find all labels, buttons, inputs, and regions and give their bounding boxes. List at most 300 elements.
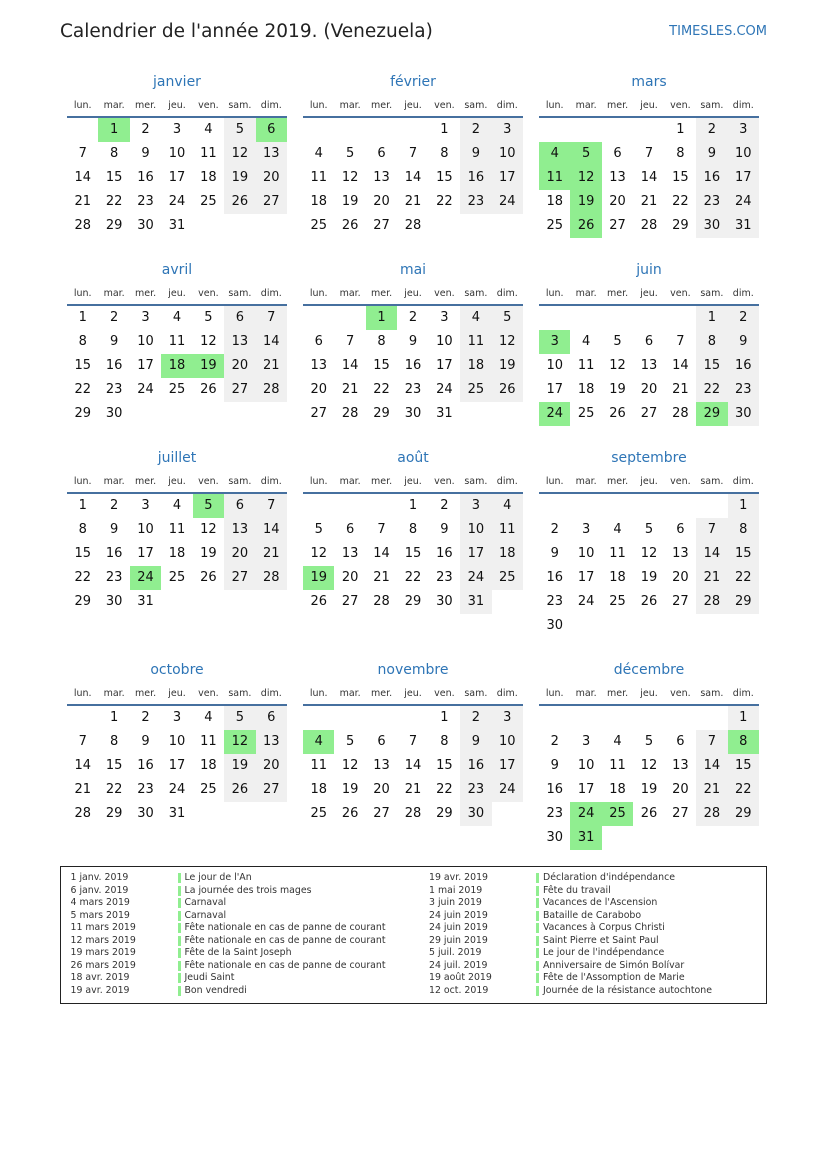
legend-date: 1 janv. 2019 bbox=[70, 872, 129, 883]
day-cell: 1 bbox=[440, 710, 449, 725]
day-cell: 4 bbox=[204, 710, 213, 725]
weekday-label: dim. bbox=[496, 288, 518, 299]
holiday-day-cell: 12 bbox=[570, 166, 601, 190]
day-cell: 30 bbox=[137, 806, 154, 821]
holiday-day-cell: 19 bbox=[570, 190, 601, 214]
month-aout bbox=[303, 444, 523, 614]
day-cell: 18 bbox=[310, 194, 327, 209]
site-link[interactable]: TIMESLES.COM bbox=[669, 24, 767, 39]
weekend-day-cell: 15 bbox=[728, 754, 759, 778]
weekday-label: dim. bbox=[260, 476, 282, 487]
holiday-marker bbox=[536, 886, 539, 896]
weekend-day-cell: 30 bbox=[728, 402, 759, 426]
weekend-day-cell: 27 bbox=[224, 566, 255, 590]
day-cell: 14 bbox=[404, 758, 422, 773]
holiday-marker bbox=[178, 948, 181, 958]
day-cell: 10 bbox=[137, 522, 154, 537]
weekday-label: sam. bbox=[700, 688, 724, 699]
day-cell: 13 bbox=[609, 170, 626, 185]
day-cell: 19 bbox=[341, 194, 359, 209]
weekday-header bbox=[67, 284, 287, 306]
day-cell: 22 bbox=[105, 194, 123, 209]
month-title: juillet bbox=[157, 450, 197, 466]
holiday-legend-right-column bbox=[429, 872, 712, 997]
day-cell: 23 bbox=[105, 382, 123, 397]
holiday-legend-left-column bbox=[71, 872, 386, 997]
day-cell: 22 bbox=[105, 782, 123, 797]
day-cell: 15 bbox=[404, 546, 422, 561]
day-cell: 23 bbox=[137, 782, 154, 797]
day-cell: 26 bbox=[200, 382, 217, 397]
holiday-marker bbox=[536, 986, 539, 996]
weekend-day-cell: 11 bbox=[492, 518, 523, 542]
weekend-day-cell: 19 bbox=[224, 754, 255, 778]
weekday-label: ven. bbox=[670, 100, 691, 111]
holiday-marker bbox=[178, 973, 181, 983]
legend-item bbox=[71, 885, 386, 898]
day-cell: 16 bbox=[137, 170, 154, 185]
weekend-day-cell: 1 bbox=[728, 706, 759, 730]
weekday-label: jeu. bbox=[640, 288, 658, 299]
empty-day-cell bbox=[161, 402, 192, 426]
day-cell: 15 bbox=[436, 170, 453, 185]
day-cell: 8 bbox=[109, 734, 119, 749]
week-row bbox=[539, 706, 759, 730]
weekday-label: mar. bbox=[103, 476, 125, 487]
weekday-label: lun. bbox=[73, 688, 92, 699]
day-cell: 7 bbox=[676, 334, 685, 349]
legend-item bbox=[429, 872, 712, 885]
day-cell: 21 bbox=[373, 570, 390, 585]
day-cell: 19 bbox=[609, 382, 626, 397]
legend-date: 11 mars 2019 bbox=[70, 922, 136, 933]
day-cell: 27 bbox=[373, 806, 390, 821]
weekday-label: dim. bbox=[732, 288, 754, 299]
legend-item bbox=[429, 897, 712, 910]
weekday-label: mar. bbox=[103, 288, 125, 299]
day-cell: 13 bbox=[672, 546, 689, 561]
day-cell: 29 bbox=[672, 218, 689, 233]
day-cell: 31 bbox=[436, 406, 453, 421]
weekend-day-cell: 7 bbox=[256, 494, 287, 518]
legend-item bbox=[71, 872, 386, 885]
day-cell: 11 bbox=[200, 734, 217, 749]
weekend-day-cell: 2 bbox=[728, 306, 759, 330]
month-title: août bbox=[397, 450, 429, 466]
weekday-label: dim. bbox=[260, 288, 282, 299]
holiday-marker bbox=[178, 961, 181, 971]
weekday-label: sam. bbox=[464, 688, 488, 699]
day-cell: 27 bbox=[373, 218, 390, 233]
day-cell: 26 bbox=[640, 594, 658, 609]
weekend-day-cell: 10 bbox=[460, 518, 491, 542]
weekend-day-cell: 5 bbox=[224, 118, 255, 142]
day-cell: 30 bbox=[404, 406, 422, 421]
month-title: mars bbox=[631, 74, 667, 90]
day-cell: 14 bbox=[74, 758, 91, 773]
weekday-label: lun. bbox=[73, 476, 92, 487]
weekday-header bbox=[539, 684, 759, 706]
month-title: septembre bbox=[611, 450, 687, 466]
weekday-label: mar. bbox=[103, 100, 125, 111]
weekend-day-cell: 6 bbox=[224, 494, 255, 518]
weekday-header bbox=[67, 684, 287, 706]
day-cell: 9 bbox=[440, 522, 449, 537]
empty-day-cell bbox=[130, 402, 161, 426]
weekend-day-cell: 26 bbox=[492, 378, 523, 402]
day-cell: 13 bbox=[341, 546, 359, 561]
weekday-header bbox=[303, 96, 523, 118]
day-cell: 2 bbox=[109, 310, 119, 325]
month-title: octobre bbox=[150, 662, 204, 678]
weekday-label: lun. bbox=[309, 476, 328, 487]
weekday-label: ven. bbox=[670, 288, 691, 299]
legend-item bbox=[429, 947, 712, 960]
holiday-marker bbox=[536, 911, 539, 921]
day-cell: 9 bbox=[550, 546, 559, 561]
day-cell: 25 bbox=[200, 194, 217, 209]
week-row bbox=[67, 166, 287, 190]
weekend-day-cell: 2 bbox=[460, 706, 491, 730]
weekday-header bbox=[539, 472, 759, 494]
legend-date: 19 mars 2019 bbox=[70, 947, 136, 958]
empty-day-cell bbox=[303, 118, 334, 142]
day-cell: 23 bbox=[137, 194, 154, 209]
day-cell: 25 bbox=[546, 218, 563, 233]
day-cell: 14 bbox=[74, 170, 91, 185]
day-cell: 28 bbox=[74, 806, 91, 821]
weekday-label: ven. bbox=[670, 688, 691, 699]
day-cell: 22 bbox=[672, 194, 689, 209]
empty-day-cell bbox=[633, 494, 664, 518]
day-cell: 9 bbox=[109, 334, 119, 349]
week-row bbox=[303, 354, 523, 378]
week-row bbox=[303, 190, 523, 214]
day-cell: 14 bbox=[640, 170, 658, 185]
holiday-day-cell: 29 bbox=[696, 402, 727, 426]
weekday-label: sam. bbox=[228, 100, 252, 111]
weekend-day-cell: 14 bbox=[696, 542, 727, 566]
weekend-day-cell: 24 bbox=[460, 566, 491, 590]
empty-day-cell bbox=[224, 590, 255, 614]
week-row bbox=[539, 378, 759, 402]
empty-day-cell bbox=[602, 614, 633, 638]
legend-date: 24 juin 2019 bbox=[429, 909, 488, 921]
day-cell: 13 bbox=[640, 358, 658, 373]
weekend-day-cell: 27 bbox=[224, 378, 255, 402]
day-cell: 8 bbox=[78, 334, 87, 349]
week-row bbox=[67, 142, 287, 166]
weekend-day-cell: 4 bbox=[460, 306, 491, 330]
month-title: juin bbox=[636, 262, 662, 278]
holiday-marker bbox=[178, 936, 181, 946]
weekday-label: dim. bbox=[496, 100, 518, 111]
day-cell: 27 bbox=[640, 406, 658, 421]
weekday-label: lun. bbox=[545, 688, 564, 699]
weekday-label: mer. bbox=[606, 476, 629, 487]
day-cell: 20 bbox=[373, 194, 390, 209]
week-row bbox=[67, 330, 287, 354]
month-title: avril bbox=[161, 262, 193, 278]
week-row bbox=[67, 706, 287, 730]
week-row bbox=[539, 402, 759, 426]
weekend-day-cell: 27 bbox=[256, 190, 287, 214]
weekend-day-cell: 22 bbox=[728, 778, 759, 802]
weekend-day-cell: 10 bbox=[492, 730, 523, 754]
day-cell: 16 bbox=[404, 358, 422, 373]
weekday-label: jeu. bbox=[640, 476, 658, 487]
day-cell: 15 bbox=[74, 546, 91, 561]
empty-day-cell bbox=[492, 402, 523, 426]
day-cell: 2 bbox=[440, 498, 449, 513]
day-cell: 12 bbox=[640, 758, 658, 773]
day-cell: 24 bbox=[137, 382, 154, 397]
legend-item bbox=[71, 960, 386, 973]
holiday-day-cell: 24 bbox=[539, 402, 570, 426]
day-cell: 5 bbox=[314, 522, 323, 537]
empty-day-cell bbox=[366, 494, 397, 518]
week-row bbox=[539, 730, 759, 754]
day-cell: 12 bbox=[640, 546, 658, 561]
day-cell: 10 bbox=[546, 358, 563, 373]
day-cell: 10 bbox=[168, 734, 186, 749]
empty-day-cell bbox=[665, 706, 696, 730]
day-cell: 15 bbox=[373, 358, 390, 373]
weekday-label: mer. bbox=[370, 288, 393, 299]
empty-day-cell bbox=[696, 706, 727, 730]
month-septembre bbox=[539, 444, 759, 638]
day-cell: 9 bbox=[550, 758, 559, 773]
weekday-label: dim. bbox=[732, 100, 754, 111]
day-cell: 15 bbox=[436, 758, 453, 773]
empty-day-cell bbox=[696, 826, 727, 850]
day-cell: 19 bbox=[640, 570, 658, 585]
day-cell: 3 bbox=[172, 710, 182, 725]
weekday-label: lun. bbox=[545, 476, 564, 487]
week-row bbox=[539, 166, 759, 190]
day-cell: 2 bbox=[141, 710, 150, 725]
day-cell: 2 bbox=[408, 310, 418, 325]
weekday-label: dim. bbox=[260, 100, 282, 111]
weekday-label: mar. bbox=[339, 288, 361, 299]
weekday-label: mar. bbox=[575, 688, 597, 699]
day-cell: 5 bbox=[345, 146, 355, 161]
empty-day-cell bbox=[570, 306, 601, 330]
day-cell: 21 bbox=[672, 382, 689, 397]
weekend-day-cell: 28 bbox=[696, 590, 727, 614]
weekend-day-cell: 25 bbox=[492, 566, 523, 590]
day-cell: 15 bbox=[74, 358, 91, 373]
weekday-label: mer. bbox=[606, 100, 629, 111]
holiday-marker bbox=[178, 886, 181, 896]
months-grid bbox=[67, 68, 759, 850]
day-cell: 9 bbox=[141, 146, 150, 161]
legend-item bbox=[429, 972, 712, 985]
empty-day-cell bbox=[633, 118, 664, 142]
day-cell: 17 bbox=[137, 358, 154, 373]
legend-item bbox=[429, 910, 712, 923]
day-cell: 17 bbox=[577, 570, 595, 585]
holiday-legend bbox=[60, 866, 767, 1004]
week-row bbox=[539, 566, 759, 590]
day-cell: 10 bbox=[436, 334, 453, 349]
weekend-day-cell: 13 bbox=[224, 330, 255, 354]
day-cell: 2 bbox=[141, 122, 150, 137]
day-cell: 6 bbox=[377, 146, 386, 161]
weekend-day-cell: 17 bbox=[492, 166, 523, 190]
empty-day-cell bbox=[696, 614, 727, 638]
month-juin bbox=[539, 256, 759, 426]
day-cell: 13 bbox=[672, 758, 689, 773]
empty-day-cell bbox=[602, 118, 633, 142]
empty-day-cell bbox=[696, 494, 727, 518]
week-row bbox=[67, 402, 287, 426]
month-avril bbox=[67, 256, 287, 426]
legend-holiday-name: Fête du travail bbox=[543, 884, 611, 896]
empty-day-cell bbox=[224, 402, 255, 426]
week-row bbox=[67, 190, 287, 214]
weekday-label: lun. bbox=[73, 100, 92, 111]
day-cell: 20 bbox=[341, 570, 359, 585]
weekday-label: jeu. bbox=[404, 688, 422, 699]
weekend-day-cell: 1 bbox=[728, 494, 759, 518]
weekend-day-cell: 21 bbox=[696, 778, 727, 802]
day-cell: 6 bbox=[345, 522, 355, 537]
legend-holiday-name: Fête nationale en cas de panne de courant bbox=[184, 922, 386, 933]
day-cell: 11 bbox=[609, 546, 626, 561]
day-cell: 29 bbox=[436, 806, 453, 821]
weekday-header bbox=[67, 96, 287, 118]
empty-day-cell bbox=[460, 402, 491, 426]
day-cell: 25 bbox=[310, 806, 327, 821]
legend-date: 19 avr. 2019 bbox=[70, 984, 130, 996]
weekend-day-cell: 17 bbox=[460, 542, 491, 566]
weekend-day-cell: 21 bbox=[696, 566, 727, 590]
weekend-day-cell: 23 bbox=[696, 190, 727, 214]
empty-day-cell bbox=[665, 614, 696, 638]
week-row bbox=[67, 542, 287, 566]
weekend-day-cell: 24 bbox=[492, 190, 523, 214]
weekday-label: dim. bbox=[496, 688, 518, 699]
empty-day-cell bbox=[256, 402, 287, 426]
day-cell: 21 bbox=[74, 782, 91, 797]
week-row bbox=[303, 566, 523, 590]
weekend-day-cell: 5 bbox=[224, 706, 255, 730]
weekday-label: jeu. bbox=[404, 100, 422, 111]
holiday-day-cell: 19 bbox=[193, 354, 224, 378]
weekday-label: dim. bbox=[496, 476, 518, 487]
day-cell: 26 bbox=[200, 570, 217, 585]
week-row bbox=[303, 590, 523, 614]
day-cell: 10 bbox=[137, 334, 154, 349]
day-cell: 26 bbox=[341, 218, 359, 233]
weekend-day-cell: 28 bbox=[256, 378, 287, 402]
weekend-day-cell: 20 bbox=[224, 542, 255, 566]
month-fevrier bbox=[303, 68, 523, 238]
holiday-day-cell: 26 bbox=[570, 214, 601, 238]
week-row bbox=[539, 494, 759, 518]
weekend-day-cell: 14 bbox=[696, 754, 727, 778]
empty-day-cell bbox=[539, 306, 570, 330]
weekday-label: mar. bbox=[575, 288, 597, 299]
day-cell: 25 bbox=[310, 218, 327, 233]
empty-day-cell bbox=[492, 590, 523, 614]
day-cell: 7 bbox=[345, 334, 355, 349]
day-cell: 25 bbox=[200, 782, 217, 797]
weekday-label: mer. bbox=[134, 476, 157, 487]
day-cell: 30 bbox=[105, 594, 123, 609]
weekend-day-cell: 3 bbox=[728, 118, 759, 142]
weekend-day-cell: 23 bbox=[460, 778, 491, 802]
legend-holiday-name: Anniversaire de Simón Bolívar bbox=[543, 959, 685, 971]
day-cell: 5 bbox=[345, 734, 355, 749]
week-row bbox=[303, 802, 523, 826]
weekend-day-cell: 18 bbox=[460, 354, 491, 378]
day-cell: 12 bbox=[310, 546, 327, 561]
empty-day-cell bbox=[397, 706, 428, 730]
weekday-label: ven. bbox=[198, 100, 219, 111]
legend-holiday-name: Le jour de l'indépendance bbox=[543, 947, 665, 958]
day-cell: 3 bbox=[440, 310, 449, 325]
day-cell: 22 bbox=[436, 194, 453, 209]
weekend-day-cell: 26 bbox=[224, 190, 255, 214]
day-cell: 7 bbox=[78, 734, 87, 749]
empty-day-cell bbox=[429, 214, 460, 238]
day-cell: 24 bbox=[168, 782, 186, 797]
weekday-header bbox=[67, 472, 287, 494]
legend-date: 26 mars 2019 bbox=[70, 959, 136, 971]
weekend-day-cell: 9 bbox=[696, 142, 727, 166]
legend-holiday-name: Fête de l'Assomption de Marie bbox=[543, 972, 685, 983]
weekend-day-cell: 20 bbox=[224, 354, 255, 378]
legend-date: 3 juin 2019 bbox=[429, 897, 482, 908]
week-row bbox=[67, 118, 287, 142]
empty-day-cell bbox=[67, 706, 98, 730]
empty-day-cell bbox=[193, 802, 224, 826]
day-cell: 20 bbox=[672, 782, 689, 797]
weekday-label: lun. bbox=[73, 288, 92, 299]
day-cell: 25 bbox=[577, 406, 595, 421]
day-cell: 7 bbox=[377, 522, 386, 537]
week-row bbox=[67, 590, 287, 614]
holiday-day-cell: 18 bbox=[161, 354, 192, 378]
empty-day-cell bbox=[539, 118, 570, 142]
empty-day-cell bbox=[460, 214, 491, 238]
day-cell: 2 bbox=[550, 734, 559, 749]
day-cell: 16 bbox=[546, 782, 563, 797]
day-cell: 20 bbox=[672, 570, 689, 585]
empty-day-cell bbox=[492, 802, 523, 826]
week-row bbox=[303, 402, 523, 426]
week-row bbox=[539, 590, 759, 614]
weekday-label: ven. bbox=[198, 476, 219, 487]
weekday-label: mer. bbox=[606, 688, 629, 699]
day-cell: 30 bbox=[105, 406, 123, 421]
day-cell: 20 bbox=[310, 382, 327, 397]
weekend-day-cell: 18 bbox=[492, 542, 523, 566]
empty-day-cell bbox=[303, 306, 334, 330]
weekday-label: mer. bbox=[370, 688, 393, 699]
weekday-label: jeu. bbox=[404, 476, 422, 487]
empty-day-cell bbox=[633, 826, 664, 850]
weekday-label: ven. bbox=[434, 476, 455, 487]
day-cell: 13 bbox=[373, 758, 390, 773]
day-cell: 24 bbox=[436, 382, 453, 397]
holiday-day-cell: 31 bbox=[570, 826, 601, 850]
day-cell: 4 bbox=[314, 146, 323, 161]
weekend-day-cell: 16 bbox=[696, 166, 727, 190]
legend-item bbox=[71, 922, 386, 935]
